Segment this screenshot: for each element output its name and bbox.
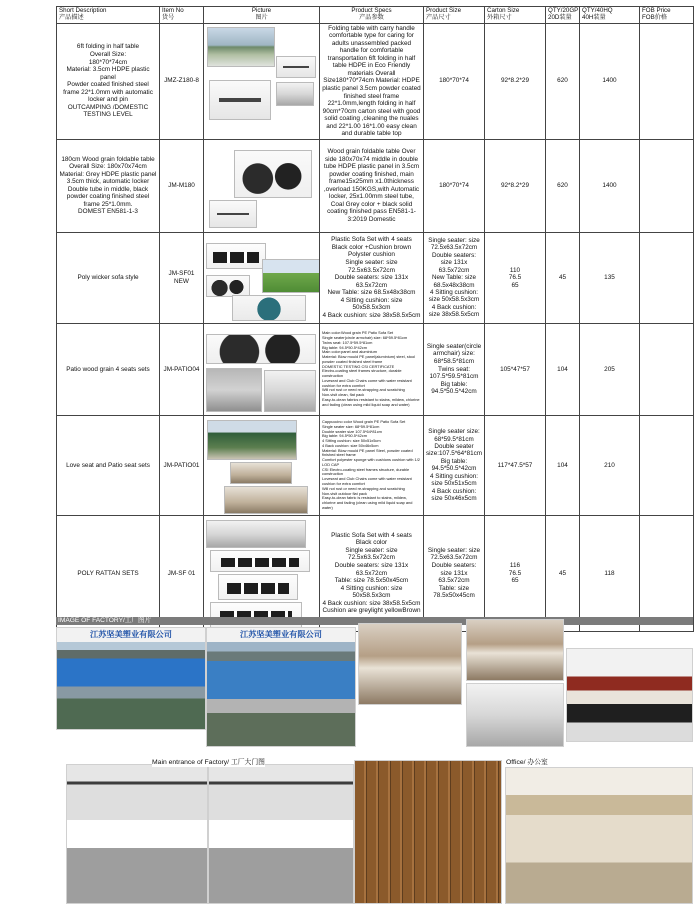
header-picture: Picture 图片: [204, 7, 320, 24]
table-row: [57, 515, 694, 631]
showroom-photo: [566, 648, 693, 742]
qty-20gp: 620: [546, 23, 580, 139]
office-lobby-photo: [505, 767, 693, 904]
table-row: [57, 415, 694, 515]
table-row: [57, 23, 694, 139]
product-photo: [206, 368, 262, 412]
factory-aerial-photo: [206, 627, 356, 747]
header-product-specs: Product Specs 产品参数: [320, 7, 424, 24]
header-qty40: QTY/40HQ 40H装量: [580, 7, 640, 24]
product-photo: [218, 574, 298, 600]
product-size: Single seater(circle armchair) size: 68*58.5*81cm Twins seat: 107.5*59.5*81cm Big table: 94.5*50.5*42cm: [424, 323, 485, 415]
product-photo: [264, 370, 316, 412]
header-product-size: Product Size 产品尺寸: [424, 7, 485, 24]
factory-section-title: IMAGE OF FACTORY/工厂图片: [58, 617, 152, 624]
qty-40hq: 1400: [580, 23, 640, 139]
qty-20gp: 45: [546, 515, 580, 631]
qty-40hq: 205: [580, 323, 640, 415]
product-photo: [206, 275, 250, 297]
product-photo: [209, 200, 257, 228]
carton-size: 110 76.5 65: [485, 232, 546, 323]
product-size: Single seater: size 72.5x63.5x72cm Double seaters: size 131x 63.5x72cm Table: size 78.5x50x45cm: [424, 515, 485, 631]
product-description: Poly wicker sofa style: [57, 232, 160, 323]
product-specs: Main color:Wood grain PE Patio Sofa Set Single seater(circle armchair) size: 68*59.5*81cm Twins seat: 107.5*59.5*81cm Big table: 94.5*50.5*42cm Main color:panel and aluminium Material: Blow mould PE panel(aluminium) steel, stool powder coated finished steel frame DOMESTIC TESTING CSI CERTIFICATE Electro-coating steel frames structure, durable construction Loveseat and Club Chairs come with water resistant cushion for extra comfort Will not rust or need re-strapping and scratching Non-visit clean, flat pack Easy-to-clean fabrics resistant to stains, mildew, chlorine and fading (clean using mild liquid soap and water): [320, 323, 424, 415]
product-description: Love seat and Patio seat sets: [57, 415, 160, 515]
product-catalog-table: [56, 6, 694, 632]
product-item-no: JM-PATIO04: [160, 323, 204, 415]
product-photo: [262, 259, 320, 293]
product-photo: [230, 462, 292, 484]
fob-price: [640, 232, 694, 323]
office-label: Office/ 办公室: [506, 759, 548, 766]
product-specs: Plastic Sofa Set with 4 seats Black color Single seater: size 72.5x63.5x72cm Double seaters: size 131x 63.5x72cm Table: size 78.5x50x45cm 4 Sitting cushion: size 50x58.5x3cm 4 Back cushion: size 38x58.5x5cm Cushion are greylight yellowBrown: [320, 515, 424, 631]
product-description: Patio wood grain 4 seats sets: [57, 323, 160, 415]
product-photo: [206, 520, 306, 548]
qty-20gp: 104: [546, 415, 580, 515]
office-photo: [466, 683, 564, 747]
product-size: 180*70*74: [424, 23, 485, 139]
header-item-no: Item No 货号: [160, 7, 204, 24]
factory-sign: 江苏坚美塑业有限公司: [207, 628, 355, 642]
carton-size: 105*47*57: [485, 323, 546, 415]
product-photo: [207, 27, 275, 67]
product-description: 180cm Wood grain foldable table Overall Size: 180x70x74cm Material: Grey HDPE plastic panel 3.5cm thick, automatic locker Double tube in middle, black powder coating finished steel frame 25*1.0mm. DOMEST EN581-1-3: [57, 139, 160, 232]
table-row: [57, 323, 694, 415]
meeting-room-photo: [466, 619, 564, 681]
qty-20gp: 620: [546, 139, 580, 232]
factory-sign: 江苏坚美塑业有限公司: [57, 628, 205, 642]
product-item-no: JM-SF 01: [160, 515, 204, 631]
qty-40hq: 135: [580, 232, 640, 323]
main-entrance-label: Main entrance of Factory/ 工厂大门图: [152, 759, 265, 766]
header-fob: FOB Price FOB价格: [640, 7, 694, 24]
table-header-row: [57, 7, 694, 24]
product-size: Single seater size: 68*59.5*81cm Double seater size:107.5*64*81cm Big table: 94.5*50.5*42cm 4 Sitting cushion: size 50x51x5cm 4 Back cushion: size 50x46x5cm: [424, 415, 485, 515]
product-description: 6ft folding in half table Overall Size: 180*70*74cm Material: 3.5cm HDPE plastic panel Powder coated finished steel frame 22*1.0mm with automatic locker and pin OUTCAMPING /DOMESTIC TESTING LEVEL: [57, 23, 160, 139]
product-photo: [206, 243, 266, 269]
qty-40hq: 1400: [580, 139, 640, 232]
carton-size: 92*8.2*29: [485, 23, 546, 139]
product-picture: [204, 232, 320, 323]
warehouse-photo: [354, 760, 502, 904]
product-photo: [209, 80, 271, 120]
product-photo: [276, 56, 316, 78]
qty-40hq: 210: [580, 415, 640, 515]
meeting-room-photo: [358, 623, 462, 705]
carton-size: 117*47.5*57: [485, 415, 546, 515]
product-specs: Wood grain foldable table Over side 180x70x74 middle in double tube HDPE plastic panel in 3.5cm powder coating finished, main frame15x25mm x1.0thickness ,overload 150KGS,with Automatic locker, 25x1.00mm steel tube, Coal Grey color + black solid coating finished pass EN581-1-3:2019 Domestic: [320, 139, 424, 232]
fob-price: [640, 23, 694, 139]
fob-price: [640, 139, 694, 232]
product-picture: [204, 515, 320, 631]
carton-size: 92*8.2*29: [485, 139, 546, 232]
fob-price: [640, 515, 694, 631]
product-picture: [204, 323, 320, 415]
header-qty20: QTY/20GP 20D装量: [546, 7, 580, 24]
product-photo: [210, 550, 310, 572]
exhibition-hall-photo: [66, 764, 208, 904]
table-row: [57, 232, 694, 323]
factory-aerial-photo: [56, 627, 206, 730]
product-picture: [204, 23, 320, 139]
product-item-no: JM-SF01 NEW: [160, 232, 204, 323]
product-picture: [204, 139, 320, 232]
product-item-no: JM-PATIO01: [160, 415, 204, 515]
table-row: [57, 139, 694, 232]
fob-price: [640, 323, 694, 415]
product-item-no: JMZ-Z180-8: [160, 23, 204, 139]
product-photo: [207, 420, 297, 460]
product-specs: Cappuccino color Wood grain PE Patio Sofa Set Single seater size: 68*59.5*81cm Double seater size 107.5*64*81cm Big table: 94.5*50.5*42cm 4 Sitting cushion: size 50x51x5cm 4 Back cushion: size 50x46x5cm Material: Blow mould PE panel Steel, powder coated finished steel frame Comfort polyester sponge with cushions cushion with 1/2 LOD CAP CSI Electro-coating steel frames structure, durable construction Loveseat and Club Chairs come with water resistant cushion for extra comfort Will not rust or need re-strapping and scratching Non-visit outdoor flat pack Easy-to-clean fabric is resistant to stains, mildew, chlorine and fading (clean using mild liquid soap and water): [320, 415, 424, 515]
fob-price: [640, 415, 694, 515]
product-photo: [206, 334, 316, 364]
product-specs: Folding table with carry handle comfortable type for caring for adults unassembled packed handle for comfortable transportation 6ft folding in half table HDPE in Eco Friendly materials Overall Size180*70*74cm Material: HDPE plastic panel 3.5cm powder coated finished steel frame 22*1.0mm,length folding in half 90cm*70cm carton steel with good solid coating ,cleaning the nuales and 22*1.00 16*1.00 easy clean and durable table top: [320, 23, 424, 139]
product-photo: [224, 486, 308, 514]
header-short-description: Short Description 产品描述: [57, 7, 160, 24]
qty-20gp: 45: [546, 232, 580, 323]
exhibition-hall-photo: [208, 764, 354, 904]
header-carton-size: Carton Size 外箱尺寸: [485, 7, 546, 24]
product-size: 180*70*74: [424, 139, 485, 232]
product-specs: Plastic Sofa Set with 4 seats Black color +Cushion brown Polyster cushion Single seater: size 72.5x63.5x72cm Double seaters: size 131x 63.5x72cm New Table: size 68.5x48x38cm 4 Sitting cushion: size 50x58.5x3cm 4 Back cushion: size 38x58.5x5cm: [320, 232, 424, 323]
product-photo: [232, 295, 306, 321]
product-description: POLY RATTAN SETS: [57, 515, 160, 631]
product-photo: [276, 82, 314, 106]
qty-20gp: 104: [546, 323, 580, 415]
qty-40hq: 118: [580, 515, 640, 631]
product-photo: [234, 150, 312, 198]
product-picture: [204, 415, 320, 515]
product-size: Single seater: size 72.5x63.5x72cm Double seaters: size 131x 63.5x72cm New Table: size 68.5x48x38cm 4 Sitting cushion: size 50x58.5x3cm 4 Back cushion: size 38x58.5x5cm: [424, 232, 485, 323]
product-item-no: JM-M180: [160, 139, 204, 232]
carton-size: 116 76.5 65: [485, 515, 546, 631]
